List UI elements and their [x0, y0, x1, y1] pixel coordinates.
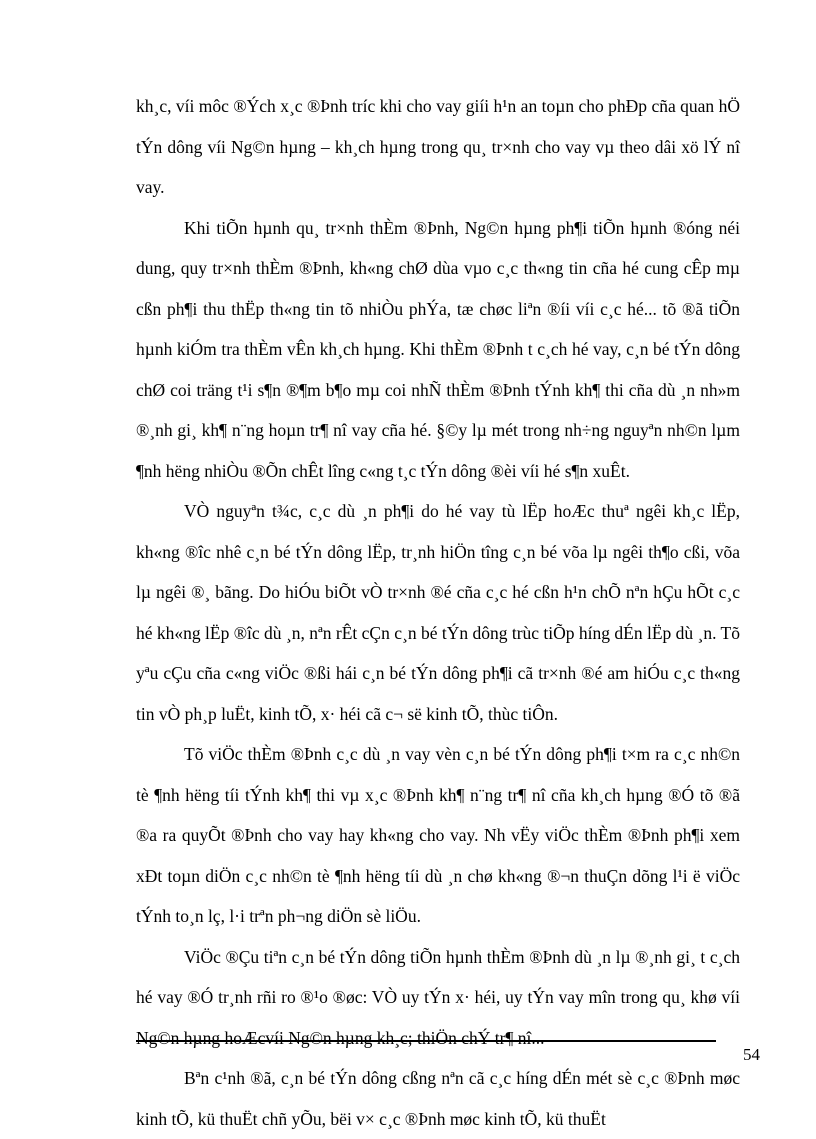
paragraph-4: Tõ viÖc thÈm ®Þnh c¸c dù ¸n vay vèn c¸n bé tÝn dông ph¶i t×m ra c¸c nh©n tè ¶nh hëng tíi tÝnh kh¶ thi vµ x¸c ®Þnh kh¶ n¨ng tr¶ nî cña kh¸ch hµng ®Ó tõ ®ã ®a ra quyÕt ®Þnh cho vay hay kh«ng cho vay. Nh vËy viÖc thÈm ®Þnh ph¶i xem xÐt toµn diÖn c¸c nh©n tè ¶nh hëng tíi dù ¸n chø kh«ng ®¬n thuÇn dõng l¹i ë viÖc tÝnh to¸n lç, l·i trªn ph¬ng diÖn sè liÖu.: [136, 744, 740, 926]
page-number: 54: [743, 1045, 760, 1064]
paragraph-2: Khi tiÕn hµnh qu¸ tr×nh thÈm ®Þnh, Ng©n hµng ph¶i tiÕn hµnh ®óng néi dung, quy tr×nh thÈm ®Þnh, kh«ng chØ dùa vµo c¸c th«ng tin cña hé cung cÊp mµ cßn ph¶i thu thËp th«ng tin tõ nhiÒu phÝa, tæ chøc liªn ®íi víi c¸c hé... tõ ®ã tiÕn hµnh kiÓm tra thÈm vÊn kh¸ch hµng. Khi thÈm ®Þnh t c¸ch hé vay, c¸n bé tÝn dông chØ coi träng t¹i s¶n ®¶m b¶o mµ coi nhÑ thÈm ®Þnh tÝnh kh¶ thi cña dù ¸n nh»m ®¸nh gi¸ kh¶ n¨ng hoµn tr¶ nî vay cña hé. §©y lµ mét trong nh÷ng nguyªn nh©n lµm ¶nh hëng nhiÒu ®Õn chÊt lîng c«ng t¸c tÝn dông ®èi víi hé s¶n xuÊt.: [136, 217, 740, 481]
body-text: [136, 86, 740, 1139]
paragraph-3: VÒ nguyªn t¾c, c¸c dù ¸n ph¶i do hé vay tù lËp hoÆc thuª ngêi kh¸c lËp, kh«ng ®îc nhê c¸n bé tÝn dông lËp, tr¸nh hiÖn tîng c¸n bé võa lµ ngêi th¶o cßi, võa lµ ngêi ®¸ bãng. Do hiÓu biÕt vÒ tr×nh ®é cña c¸c hé cßn h¹n chÕ nªn hÇu hÕt c¸c hé kh«ng lËp ®îc dù ¸n, nªn rÊt cÇn c¸n bé tÝn dông trùc tiÕp híng dÉn lËp dù ¸n. Tõ yªu cÇu cña c«ng viÖc ®ßi hái c¸n bé tÝn dông ph¶i cã tr×nh ®é am hiÓu c¸c th«ng tin vÒ ph¸p luËt, kinh tÕ, x· héi cã c¬ së kinh tÕ, thùc tiÔn.: [136, 501, 740, 724]
paragraph-1: kh¸c, víi môc ®Ých x¸c ®Þnh tríc khi cho vay giíi h¹n an toµn cho phÐp cña quan hÖ tÝn dông víi Ng©n hµng – kh¸ch hµng trong qu¸ tr×nh cho vay vµ theo dâi xö lÝ nî vay.: [136, 96, 740, 197]
paragraph-5: ViÖc ®Çu tiªn c¸n bé tÝn dông tiÕn hµnh thÈm ®Þnh dù ¸n lµ ®¸nh gi¸ t c¸ch hé vay ®Ó tr¸nh rñi ro ®¹o ®øc: VÒ uy tÝn x· héi, uy tÝn vay mîn trong qu¸ khø víi Ng©n hµng hoÆcvíi Ng©n hµng kh¸c; thiÖn chÝ tr¶ nî...: [136, 946, 740, 1048]
footer-divider: [136, 1040, 716, 1042]
paragraph-6: Bªn c¹nh ®ã, c¸n bé tÝn dông cßng nªn cã c¸c híng dÉn mét sè c¸c ®Þnh møc kinh tÕ, kü thuËt chñ yÕu, bëi v× c¸c ®Þnh møc kinh tÕ, kü thuËt: [136, 1068, 740, 1129]
